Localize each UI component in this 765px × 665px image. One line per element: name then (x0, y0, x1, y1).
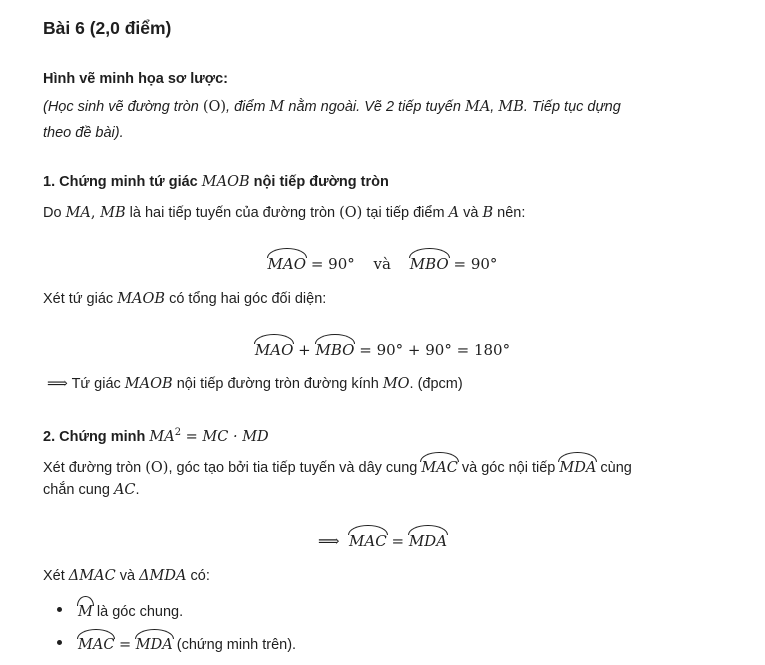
angle-MBO: MBO (410, 251, 449, 274)
math-op: = (386, 532, 409, 550)
part1-sum-line (43, 289, 326, 309)
math-MAOB: MAOB (117, 291, 166, 307)
math-MA: MA (149, 428, 175, 445)
part2-line-1 (43, 455, 632, 478)
list-item-common-angle (78, 599, 183, 622)
angle-MBO: MBO (316, 337, 355, 360)
text: . (135, 482, 140, 498)
equation-angle-sum (0, 337, 765, 360)
angle-MAC: MAC (78, 632, 114, 655)
text: 2. Chứng minh (43, 428, 150, 445)
math-O: (O) (339, 205, 363, 221)
angle-M: M (78, 599, 93, 622)
list-item-equal-angles (78, 632, 296, 655)
figure-note-line-1 (43, 97, 621, 117)
math-O: (O) (145, 460, 169, 476)
part1-heading (43, 172, 389, 192)
math-MB: MB (100, 205, 126, 221)
text: nội tiếp đường tròn (249, 174, 389, 190)
math-MAOB: MAOB (124, 376, 173, 392)
math-value: = 90° + 90° = 180° (354, 341, 511, 359)
text: , góc tạo bởi tia tiếp tuyến và dây cung (168, 460, 422, 476)
math-triangle-MDA: ΔMDA (139, 568, 187, 584)
math-MA: MA (65, 205, 91, 221)
text: có: (186, 568, 210, 584)
angle-MDA: MDA (559, 455, 596, 478)
text: , điểm (226, 99, 270, 115)
text: và (373, 255, 391, 273)
bullet-dot (57, 640, 62, 645)
math-op: = (114, 637, 136, 653)
bullet-dot (57, 607, 62, 612)
math-exponent: 2 (174, 427, 182, 438)
text: . Tiếp tục dựng (523, 99, 621, 115)
angle-MDA: MDA (409, 528, 447, 551)
text: Do (43, 205, 66, 221)
math-value: = 90° (310, 255, 355, 273)
math-MB: MB (498, 99, 524, 115)
part2-triangles-line (43, 566, 210, 586)
text: Tứ giác (67, 376, 125, 392)
math-op: + (293, 341, 316, 359)
problem-title: Bài 6 (2,0 điểm) (43, 18, 172, 38)
figure-note-line-2: theo đề bài). (43, 125, 124, 141)
text: chắn cung (43, 482, 114, 498)
text: Xét đường tròn (43, 460, 146, 476)
part1-conclusion (47, 374, 463, 394)
part1-intro (43, 203, 525, 223)
text: có tổng hai góc đối diện: (165, 291, 327, 307)
angle-MAC: MAC (421, 455, 457, 478)
angle-MDA: MDA (136, 632, 173, 655)
equation-equal-angles (0, 528, 765, 551)
math-product: = MC · MD (181, 428, 269, 445)
math-AC: AC (113, 482, 136, 498)
figure-heading: Hình vẽ minh họa sơ lược: (43, 71, 229, 87)
math-O: (O) (202, 99, 227, 115)
math-value: = 90° (453, 255, 498, 273)
angle-MAC: MAC (349, 528, 387, 551)
text: 1. Chứng minh tứ giác (43, 174, 202, 190)
text: Xét (43, 568, 69, 584)
text: (chứng minh trên). (172, 637, 297, 653)
math-MAOB: MAOB (201, 174, 250, 190)
text: nằm ngoài. Vẽ 2 tiếp tuyến (284, 99, 465, 115)
equation-right-angles (0, 251, 765, 274)
math-A: A (448, 205, 460, 221)
implies-icon: ⟹ (47, 376, 68, 392)
text: là hai tiếp tuyến của đường tròn (125, 205, 340, 221)
angle-MAO: MAO (268, 251, 307, 274)
text: và (459, 205, 483, 221)
text: là góc chung. (92, 604, 184, 620)
part2-line-2 (43, 480, 140, 500)
text: . (đpcm) (409, 376, 463, 392)
text: nội tiếp đường tròn đường kính (172, 376, 383, 392)
text: cùng (596, 460, 632, 476)
math-MA: MA (464, 99, 491, 115)
text: tại tiếp điểm (362, 205, 449, 221)
text: Xét tứ giác (43, 291, 118, 307)
text: , (490, 99, 499, 115)
math-B: B (482, 205, 494, 221)
angle-MAO: MAO (255, 337, 294, 360)
text: (Học sinh vẽ đường tròn (43, 99, 203, 115)
text: và góc nội tiếp (457, 460, 560, 476)
math-triangle-MAC: ΔMAC (68, 568, 116, 584)
text: và (115, 568, 140, 584)
text: , (90, 205, 101, 221)
math-MO: MO (382, 376, 410, 392)
part2-heading (43, 423, 269, 447)
text: nên: (493, 205, 526, 221)
implies-icon: ⟹ (317, 532, 340, 550)
math-M: M (269, 99, 285, 115)
